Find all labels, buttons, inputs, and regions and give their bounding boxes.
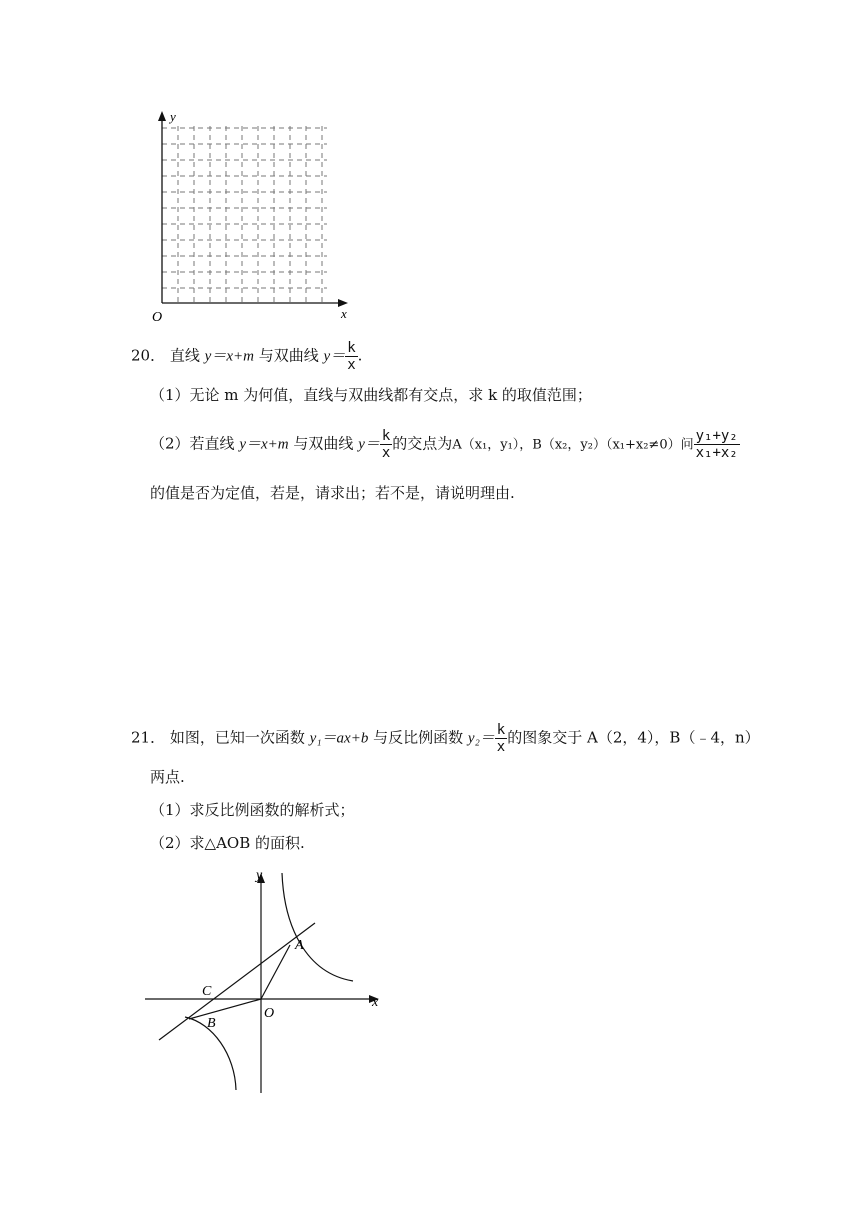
q20-p2-mid: 与双曲线 [293, 434, 354, 453]
q20-stem-end: . [357, 346, 363, 365]
q20-frac-num: k [347, 340, 356, 356]
fig21-label-y: y [256, 868, 263, 883]
q20-number: 20． [131, 346, 166, 365]
q21-part1: （1）求反比例函数的解析式； [150, 801, 355, 819]
q20-p2-pre: （2）若直线 [150, 434, 235, 453]
q21-stem-a: 如图，已知一次函数 [169, 728, 305, 747]
q20-part2-tail: 的值是否为定值，若是，请求出；若不是，请说明理由. [150, 484, 515, 502]
q20-hyp-eq: y＝ [323, 348, 346, 365]
q21-stem-b: 与反比例函数 [373, 728, 464, 747]
q20-p2-fraction [380, 428, 392, 461]
q20-p2-ratio-num: y₁+y₂ [695, 428, 738, 444]
q20-stem [131, 340, 362, 373]
q20-p2-ratio-den: x₁+x₂ [695, 445, 738, 461]
q20-p2-mid2: 的交点为 [392, 434, 453, 453]
fig21-label-a: A [295, 938, 304, 953]
q21-stem [131, 722, 760, 755]
q20-line-eq: y＝x+m [204, 348, 254, 365]
grid-figure [145, 108, 360, 323]
q20-p2-points: A（x₁，y₁），B（x₂，y₂）（x₁+x₂≠0）问 [452, 437, 694, 453]
q21-part2: （2）求△AOB 的面积. [150, 834, 305, 852]
q21-fraction [495, 722, 507, 755]
q20-frac-den: x [347, 357, 356, 373]
q21-number: 21． [131, 728, 166, 747]
q20-part2 [150, 428, 740, 461]
q21-f1: y₁＝ax+b [309, 730, 369, 747]
q20-p2-ratio [694, 428, 740, 461]
q20-p2-frac-num: k [381, 428, 391, 444]
fig21-label-o: O [264, 1006, 275, 1021]
grid-axis-y: y [170, 109, 176, 124]
q20-part1: （1）无论 m 为何值，直线与双曲线都有交点，求 k 的取值范围； [150, 386, 592, 404]
q21-frac-num: k [496, 722, 506, 738]
grid-axis-x: x [341, 306, 347, 321]
q20-p2-line: y＝x+m [239, 436, 289, 453]
q21-stem-c: 的图象交于 [507, 728, 583, 747]
fig21-label-c: C [202, 984, 212, 999]
grid-origin: O [152, 310, 163, 323]
q21-stem-cont: 两点. [150, 768, 185, 786]
q20-stem-pre: 直线 [169, 346, 200, 365]
q20-p2-frac-den: x [381, 445, 391, 461]
fig21-label-b: B [207, 1016, 216, 1031]
q21-f2: y₂＝ [467, 730, 495, 747]
q20-p2-hyp: y＝ [358, 436, 380, 453]
q21-points: A（2，4），B（﹣4，n） [587, 728, 760, 747]
q21-frac-den: x [496, 739, 506, 755]
figure21 [145, 865, 390, 1100]
q20-stem-mid: 与双曲线 [258, 346, 319, 365]
fig21-label-x: x [372, 995, 379, 1010]
q20-fraction [345, 340, 357, 373]
